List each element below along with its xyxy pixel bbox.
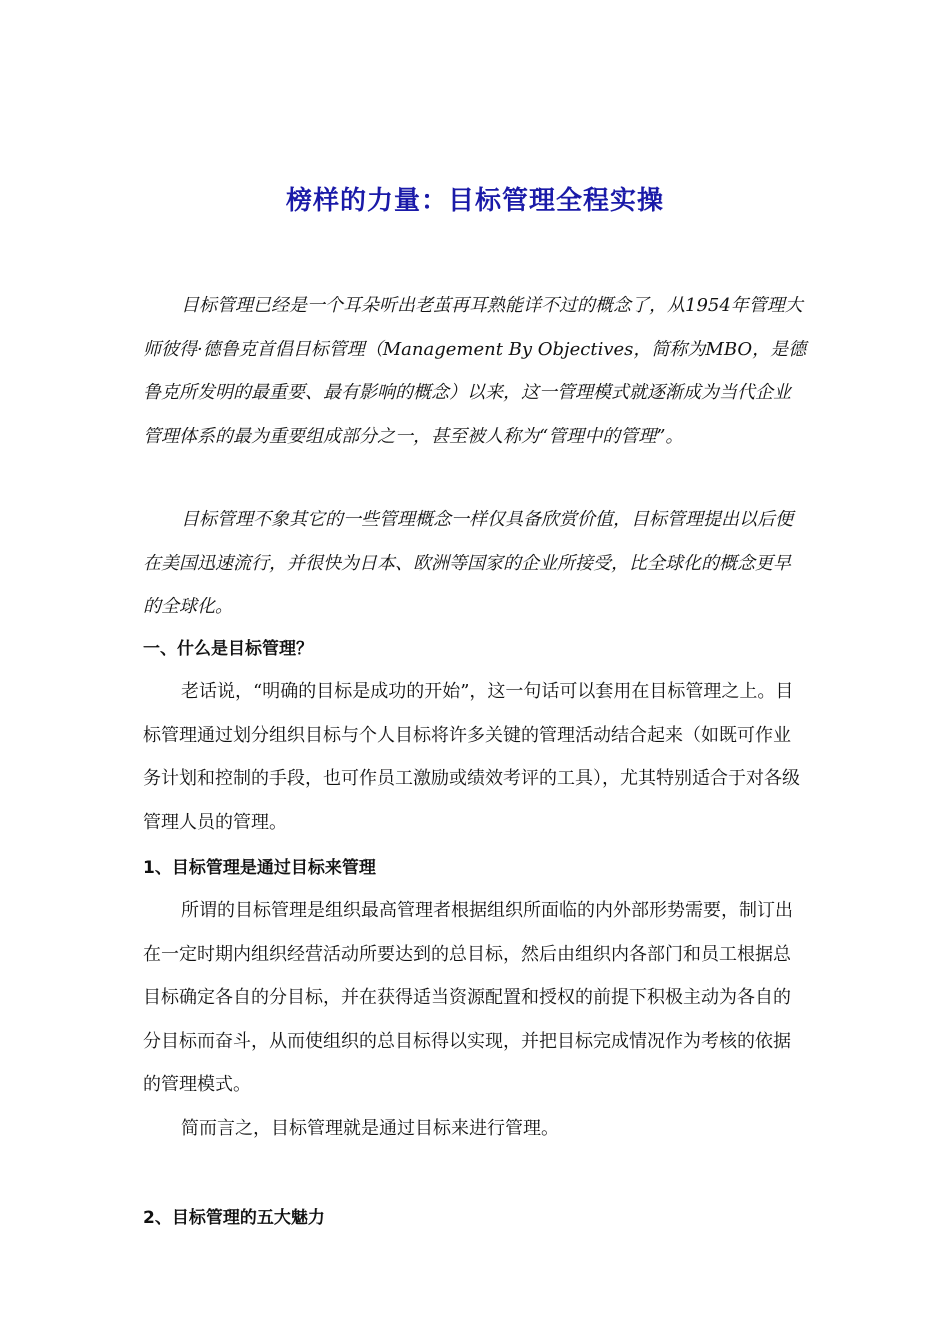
section-heading-what-is-mbo: 一、什么是目标管理？: [143, 639, 313, 659]
subsection1-paragraph-1: 所谓的目标管理是组织最高管理者根据组织所面临的内外部形势需要，制订出在一定时期内组织经营活动所要达到的总目标，然后由组织内各部门和员工根据总目标确定各自的分目标，并在获得适当资源配置和授权的前提下积极主动为各自的分目标而奋斗，从而使组织的总目标得以实现，并把目标完成情况作为考核的依据的管理模式。: [143, 900, 793, 1095]
subsection-heading-manage-by-objectives: 1、目标管理是通过目标来管理: [143, 858, 376, 878]
section1-paragraph: 老话说，“明确的目标是成功的开始”，这一句话可以套用在目标管理之上。目标管理通过划分组织目标与个人目标将许多关键的管理活动结合起来（如既可作业务计划和控制的手段，也可作员工激励或绩效考评的工具），尤其特别适合于对各级管理人员的管理。: [143, 681, 800, 833]
document-title: 榜样的力量：目标管理全程实操: [285, 186, 664, 216]
subsection1-paragraph-2: 简而言之，目标管理就是通过目标来进行管理。: [181, 1118, 559, 1139]
intro-paragraph-1: 目标管理已经是一个耳朵听出老茧再耳熟能详不过的概念了，从1954年管理大师彼得·德鲁克首倡目标管理（Management By Objectives，简称为MBO，是德鲁克所发明的最重要、最有影响的概念）以来，这一管理模式就逐渐成为当代企业管理体系的最为重要组成部分之一，甚至被人称为“管理中的管理”。: [143, 295, 807, 447]
intro-paragraph-2: 目标管理不象其它的一些管理概念一样仅具备欣赏价值，目标管理提出以后便在美国迅速流行，并很快为日本、欧洲等国家的企业所接受，比全球化的概念更早的全球化。: [143, 509, 793, 617]
subsection-heading-five-charms: 2、目标管理的五大魅力: [143, 1208, 325, 1228]
